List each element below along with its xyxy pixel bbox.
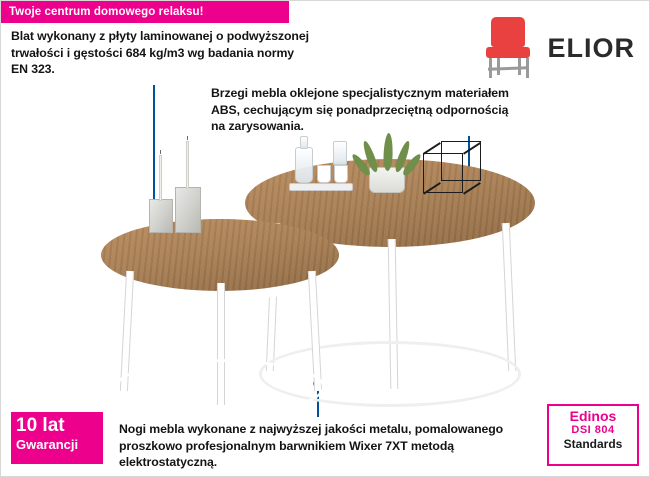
banner-text: Twoje centrum domowego relaksu! <box>9 6 204 18</box>
carafe <box>295 147 313 183</box>
certificate-standards: Standards <box>563 437 623 451</box>
brand-logo <box>481 17 635 79</box>
carafe-neck <box>300 136 308 149</box>
candle-group <box>149 141 219 231</box>
big-table-leg <box>502 223 516 371</box>
certificate-code: DSI 804 <box>571 424 615 436</box>
warranty-years: 10 lat <box>16 415 65 436</box>
warranty-badge <box>11 412 103 464</box>
product-illustration <box>71 131 571 421</box>
small-table-base-ring <box>115 359 325 415</box>
warranty-label: Gwarancji <box>16 437 79 452</box>
tall-glass <box>333 141 347 165</box>
red-chair-icon <box>481 17 537 79</box>
wire-cube-decor <box>423 141 485 197</box>
certificate-badge <box>547 404 639 466</box>
top-banner <box>1 1 289 23</box>
callout-text-top: Blat wykonany z płyty laminowanej o podwyższonej trwałości i gęstości 684 kg/m3 wg badania normy EN 323. <box>11 29 309 76</box>
glassware-group <box>289 133 355 195</box>
callout-text-bottom: Nogi mebla wykonane z najwyższej jakości metalu, pomalowanego proszkowo profesjonalnym barwnikiem Wixer 7XT metodą elektrostatyczną. <box>119 422 504 469</box>
certificate-name: Edinos <box>569 408 617 424</box>
callout-text-middle: Brzegi mebla oklejone specjalistycznym materiałem ABS, cechującym się ponadprzeciętną odpornością na zarysowania. <box>211 86 509 133</box>
small-table-top <box>101 219 339 291</box>
potted-plant <box>357 131 417 195</box>
cup <box>334 165 348 183</box>
cup <box>317 165 331 183</box>
brand-name: ELIOR <box>547 32 635 63</box>
